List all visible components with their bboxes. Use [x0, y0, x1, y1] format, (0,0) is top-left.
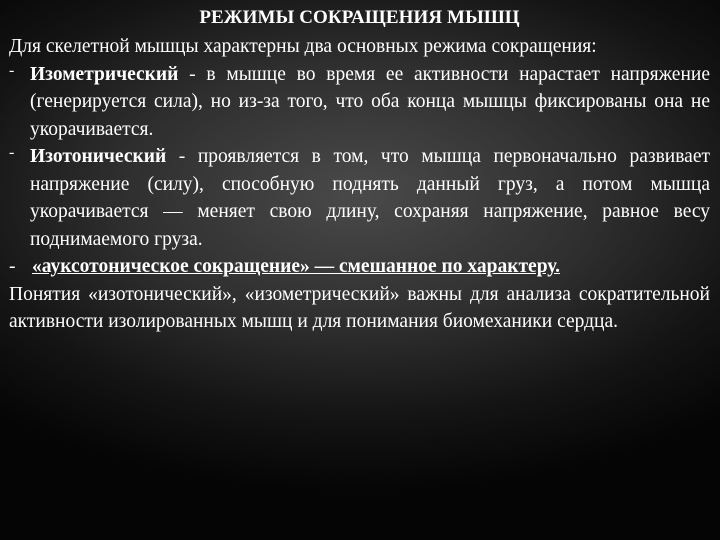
auxotonic-line — [9, 253, 710, 281]
slide-title: РЕЖИМЫ СОКРАЩЕНИЯ МЫШЦ — [199, 7, 520, 28]
conclusion-paragraph: Понятия «изотонический», «изометрический» важны для анализа сократительной активности изолированных мышц и для понимания биомеханики сердца. — [9, 283, 710, 332]
isotonic-description: - проявляется в том, что мышца первоначально развивает напряжение (силу), способную поднять данный груз, а потом мышца укорачивается — меняет свою длину, сохраняя напряжение, равное весу поднимаемого груза. — [30, 146, 710, 250]
bullet-marker: - — [9, 144, 15, 161]
auxotonic-text: «ауксотоническое сокращение» — смешанное по характеру. — [32, 256, 560, 277]
auxotonic-dash: - — [9, 256, 16, 277]
term-isotonic: Изотонический — [30, 146, 167, 167]
bullet-isometric — [9, 61, 710, 144]
bullet-isotonic — [9, 143, 710, 253]
term-isometric: Изометрический — [30, 63, 179, 85]
intro-paragraph: Для скелетной мышцы характерны два основных режима сокращения: — [9, 36, 597, 57]
isometric-description: - в мышце во время ее активности нарастает напряжение (генерируется сила), но из-за того, что оба конца мышцы фиксированы она не укорачивается. — [30, 63, 710, 140]
bullet-marker: - — [9, 61, 15, 79]
